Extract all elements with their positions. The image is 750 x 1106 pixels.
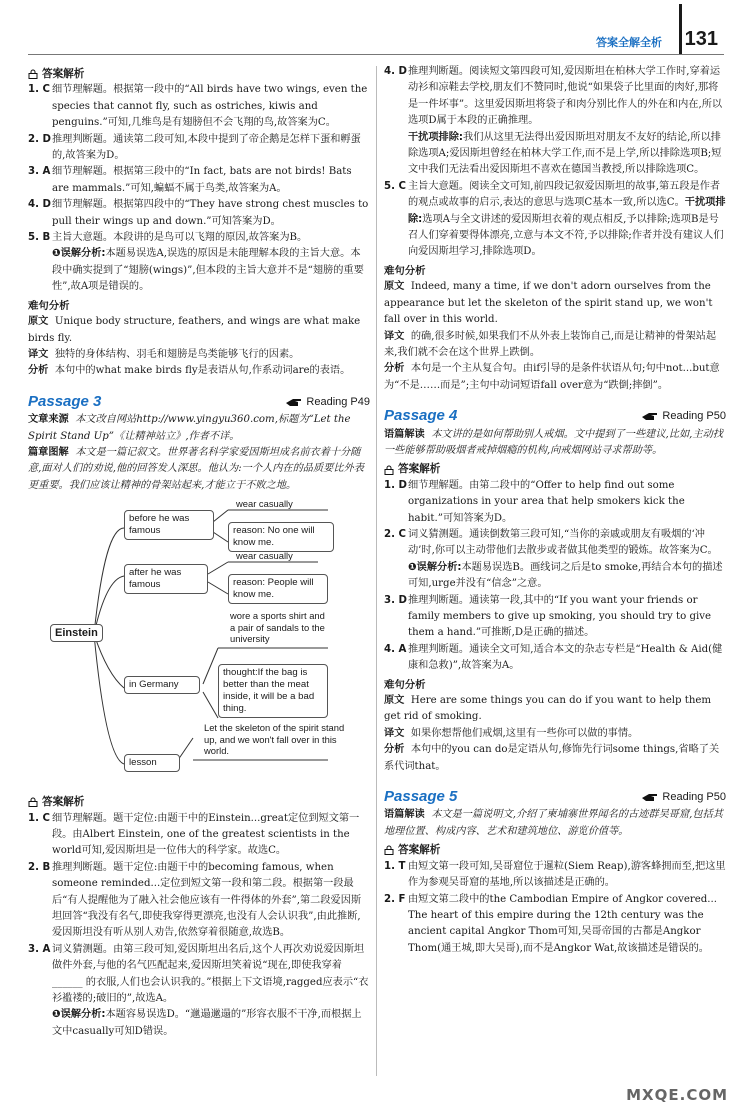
reading-text: 本文是一篇说明文,介绍了柬埔寨世界闻名的古迹群吴哥窟,包括其地理位置、构成内容、艺术和建筑地位、游览价值等。 — [384, 809, 723, 837]
answer-list — [384, 859, 726, 957]
section-title-text: 答案解析 — [42, 796, 85, 809]
header-rule — [28, 54, 724, 55]
answer-item — [384, 642, 726, 675]
answer-list — [384, 478, 726, 560]
translation-label: 译文 — [28, 348, 49, 360]
original-label: 原文 — [384, 695, 405, 707]
answer-item — [28, 164, 370, 197]
answer-number: 5. C — [384, 180, 406, 192]
passage-title: Passage 3 — [28, 392, 102, 410]
answer-number: 4. D — [384, 66, 407, 77]
answer-list — [384, 64, 726, 130]
mind-map-note: wore a sports shirt and a pair of sandals to the university — [230, 610, 325, 645]
answer-section-title — [384, 461, 726, 477]
original-sentence — [384, 693, 726, 726]
answer-text: 细节理解题。题干定位:由题干中的Einstein...great定位到短文第一段。由Albert Einstein, one of the greatest scientists in the world可知,爱因斯坦是一位伟大的科学家。故选C。 — [52, 812, 360, 857]
passage-3-header — [28, 394, 370, 410]
error-label: ❶误解分析: — [408, 561, 462, 573]
answer-section-title — [384, 842, 726, 858]
answer-list — [28, 811, 370, 1008]
answer-item — [28, 860, 370, 942]
answer-item — [384, 859, 726, 892]
answer-text: 词义猜测题。由第三段可知,爱因斯坦出名后,这个人再次劝说爱因斯坦做件外套,与他的名气匹配起来,爱因斯坦笑着说“现在,即使我穿着 ______ 的衣服,人们也会认识我的。”根据上下文语境,ragged应表示“衣衫褴褛的;破旧的”,故选A。 — [52, 943, 369, 1005]
original-sentence — [384, 279, 726, 328]
hard-sentence-title: 难句分析 — [28, 299, 70, 312]
translation-text: 独特的身体结构、羽毛和翅膀是鸟类能够飞行的因素。 — [54, 348, 300, 360]
answer-body: 主旨大意题。阅读全文可知,前四段记叙爱因斯坦的故事,第五段是作者的观点或故事的启示,表达的意思与选项C基本一致,所以选C。 — [408, 180, 721, 209]
answer-text: 由短文第二段中的the Cambodian Empire of Angkor covered... The heart of this empire during the 12th century was the ancient capital Angkor Thom可知,吴哥帝国的古都是Angkor Thom(通王城,即大吴哥),而不是Angkor Wat,故该描述是错误的。 — [408, 893, 718, 954]
mind-map-reason-box: reason: No one will know me. — [228, 522, 334, 552]
answer-number: 1. C — [28, 84, 50, 96]
mind-map-reason-box: reason: People will know me. — [228, 574, 328, 604]
answer-text: 细节理解题。根据第一段中的“All birds have two wings, even the species that cannot fly, such as ostriches, kiwis and penguins.”可知,几维鸟是有翅膀但不会飞翔的鸟,故答案为C。 — [52, 84, 368, 129]
article-source — [28, 412, 370, 445]
original-text: Indeed, many a time, if we don't adorn ourselves from the appearance but let the skeleton of the spirit stand up, we won't fall over in this world. — [384, 281, 713, 326]
analysis — [384, 361, 726, 394]
analysis-label: 分析 — [384, 744, 405, 756]
mind-map-note: wear casually — [236, 498, 293, 510]
analysis-label: 分析 — [28, 365, 49, 377]
passage-title: Passage 5 — [384, 788, 458, 806]
translation — [384, 329, 726, 362]
answer-number: 5. B — [28, 232, 51, 244]
passage-reading — [384, 807, 726, 840]
answer-number: 3. A — [28, 166, 51, 178]
mind-map-thought-box: thought:If the bag is better than the meat inside, it will be a bad thing. — [218, 664, 328, 718]
interference-label: 干扰项排除: — [408, 131, 464, 143]
answer-item — [384, 593, 726, 642]
analysis-text: 本句是一个主从复合句。由if引导的是条件状语从句;句中not...but意为“不是……而是”;主句中动词短语fall over意为“跌倒;摔倒”。 — [384, 363, 720, 391]
answer-item — [28, 82, 370, 131]
lock-icon — [384, 465, 394, 475]
answer-number: 1. C — [28, 812, 50, 824]
page-number: 131 — [684, 28, 718, 50]
mind-map-branch-after: after he was famous — [124, 564, 208, 594]
hard-sentence-title: 难句分析 — [384, 678, 426, 691]
reading-ref — [642, 789, 726, 805]
answer-text: 细节理解题。由第二段中的“Offer to help find out some organizations in your area that help smokers kick the habit.”可知答案为D。 — [408, 479, 685, 524]
answer-number: 1. D — [384, 479, 407, 491]
interference-exclusion — [384, 130, 726, 179]
answer-item — [384, 892, 726, 958]
passage-4-header — [384, 408, 726, 424]
original-label: 原文 — [384, 281, 405, 293]
reading-ref — [642, 408, 726, 424]
lock-icon — [28, 797, 38, 807]
reading-label: 语篇解读 — [384, 809, 425, 821]
interference-label: 干扰项排除: — [408, 197, 726, 225]
mind-map-root: Einstein — [50, 624, 103, 642]
answer-text: 细节理解题。根据第四段中的“They have strong chest muscles to pull their wings up and down.”可知答案为D。 — [52, 199, 369, 227]
original-label: 原文 — [28, 316, 49, 328]
error-analysis — [384, 560, 726, 593]
lock-icon — [28, 69, 38, 79]
answer-item — [28, 811, 370, 860]
right-column — [384, 64, 726, 957]
error-text: 本题易误选A,误选的原因是未能理解本段的主旨大意。本段中确实提到了“翅膀(wings)”,但本段的主旨大意并不是“翅膀的重要性”,故A项是错误的。 — [52, 248, 364, 293]
answer-item — [384, 64, 726, 130]
answer-number: 2. F — [384, 893, 406, 905]
reading-ref-text: Reading P49 — [306, 395, 370, 408]
summary-text: 本文是一篇记叙文。世界著名科学家爱因斯坦成名前衣着十分随意,面对人们的劝说,他的回答发人深思。他认为:一个人内在的品质要比外表更重要。我们应该让精神的骨架站起来,才能立于不败之地。 — [28, 446, 364, 491]
answer-item — [28, 197, 370, 230]
mind-map-note: wear casually — [236, 550, 293, 562]
answer-text: 由短文第一段可知,吴哥窟位于暹粒(Siem Reap),游客蜂拥而至,把这里作为参观吴哥窟的基地,所以该描述是正确的。 — [408, 860, 726, 889]
pointing-hand-icon — [642, 411, 658, 421]
passage-title: Passage 4 — [384, 407, 458, 425]
reading-ref-text: Reading P50 — [662, 791, 726, 804]
answer-item — [384, 478, 726, 527]
translation — [384, 726, 726, 742]
source-label: 文章来源 — [28, 414, 69, 426]
section-title-text: 答案解析 — [398, 463, 441, 476]
answer-text: 推理判断题。阅读短文第四段可知,爱因斯坦在柏林大学工作时,穿着运动衫和凉鞋去学校,朋友们不赞同时,他说“如果袋子比里面的肉好,那将是一件坏事”。这里爱因斯坦将袋子和肉分别比作人的外在和内在,所以选项D属于本段的正确推理。 — [408, 66, 723, 127]
analysis — [28, 363, 370, 379]
translation-label: 译文 — [384, 330, 405, 342]
reading-text: 本文讲的是如何帮助别人戒烟。文中提到了一些建议,比如,主动找一些能够帮助吸烟者戒掉烟瘾的机构,向戒烟网站寻求帮助等。 — [384, 428, 723, 456]
passage-reading — [384, 427, 726, 460]
answer-number: 2. D — [28, 133, 51, 145]
error-text: 本题容易误选D。“邋遢邋遢的”形容衣服不干净,而根据上文中casually可知D错误。 — [52, 1009, 362, 1037]
answer-number: 4. D — [28, 199, 51, 211]
pointing-hand-icon — [286, 397, 302, 407]
answer-text: 词义猜测题。通读倒数第三段可知,“当你的亲戚或朋友有吸烟的‘冲动’时,你可以主动带他们去散步或者做其他类型的锻炼。故答案为C。 — [408, 528, 718, 557]
reading-ref — [286, 394, 370, 410]
answer-item — [384, 179, 726, 261]
answer-text: 推理判断题。题干定位:由题干中的becoming famous, when someone reminded...定位到短文第一段和第二段。根据第一段最后“有人提醒他为了融入社会他应该有一件得体的外套”,第二段爱因斯坦回答“我没有名气,即使我穿得更漂亮,也没有人会认识我”,由此推断,爱因斯坦没有听从别人劝告,依然穿着很随意,故选B。 — [52, 861, 362, 939]
lock-icon — [384, 845, 394, 855]
mind-map-note: Let the skeleton of the spirit stand up, and we won't fall over in this world. — [204, 722, 345, 757]
answer-number: 2. C — [384, 528, 406, 540]
mind-map-branch-germany: in Germany — [124, 676, 200, 694]
header-tag: 答案全解全析 — [596, 36, 662, 49]
translation — [28, 347, 370, 363]
column-divider — [376, 66, 377, 1076]
article-summary — [28, 445, 370, 494]
analysis — [384, 742, 726, 775]
reading-ref-text: Reading P50 — [662, 410, 726, 423]
mind-map-branch-lesson: lesson — [124, 754, 180, 772]
watermark: MXQE.COM — [626, 1086, 728, 1104]
translation-text: 的确,很多时候,如果我们不从外表上装饰自己,而是让精神的骨架站起来,我们就不会在这个世界上跌倒。 — [384, 330, 717, 358]
analysis-text: 本句中的you can do是定语从句,修饰先行词some things,省略了关系代词that。 — [384, 744, 720, 772]
answer-number: 3. D — [384, 594, 407, 606]
answer-number: 4. A — [384, 643, 407, 655]
answer-item — [28, 132, 370, 165]
answer-section-title — [28, 794, 370, 810]
answer-text: 推理判断题。通读全文可知,适合本文的杂志专栏是“Health & Aid(健康和急救)”,故答案为A。 — [408, 643, 723, 672]
mind-map — [28, 498, 370, 788]
answer-list — [28, 82, 370, 246]
hard-sentence-title: 难句分析 — [384, 264, 426, 277]
answer-text — [408, 179, 726, 261]
error-text: 本题易误选B。画线词之后是to smoke,再结合本句的描述可知,urge并没有“信念”之意。 — [408, 561, 723, 590]
answer-number: 2. B — [28, 861, 51, 873]
original-sentence — [28, 314, 370, 347]
original-text: Unique body structure, feathers, and wings are what make birds fly. — [28, 316, 361, 344]
answer-section-title — [28, 66, 370, 82]
answer-item — [384, 527, 726, 560]
translation-label: 译文 — [384, 727, 405, 739]
analysis-label: 分析 — [384, 363, 405, 375]
answer-number: 3. A — [28, 943, 51, 955]
source-text: 本文改自网站http://www.yingyu360.com,标题为“Let the Spirit Stand Up”《让精神站立》,作者不详。 — [28, 414, 351, 442]
section-title-text: 答案解析 — [398, 844, 441, 857]
mind-map-branch-before: before he was famous — [124, 510, 214, 540]
answer-text: 主旨大意题。本段讲的是鸟可以飞翔的原因,故答案为B。 — [52, 232, 308, 244]
interference-text: 我们从这里无法得出爱因斯坦对朋友不友好的结论,所以排除选项A;爱因斯坦曾经在柏林大学工作,而不是上学,所以排除选项B;短文中我们无法看出爱因斯坦不喜欢在德国当教授,所以排除选项C。 — [408, 131, 722, 176]
passage-5-header — [384, 789, 726, 805]
section-title-text: 答案解析 — [42, 68, 85, 80]
error-analysis — [28, 1007, 370, 1040]
answer-text: 推理判断题。通读第二段可知,本段中提到了帝企鹅是怎样下蛋和孵蛋的,故答案为D。 — [52, 133, 361, 162]
header-bar — [679, 4, 682, 54]
interference-text: 选项A与全文讲述的爱因斯坦衣着的观点相反,予以排除;选项B是号召人们穿着要得体漂亮,立意与本文不符,予以排除;作者并没有建议人们向爱因斯坦学习,排除选项D。 — [408, 213, 724, 258]
reading-label: 语篇解读 — [384, 428, 425, 440]
left-column — [28, 64, 370, 1040]
error-analysis — [28, 246, 370, 295]
answer-text: 细节理解题。根据第三段中的“In fact, bats are not birds! Bats are mammals.”可知,蝙蝠不属于鸟类,故答案为A。 — [52, 166, 352, 194]
answer-number: 1. T — [384, 860, 406, 872]
summary-label: 篇章图解 — [28, 446, 69, 458]
answer-text: 推理判断题。通读第一段,其中的“If you want your friends or family members to give up smoking, you should try to give them a hand.”可推断,D是正确的描述。 — [408, 594, 712, 639]
answer-item — [28, 942, 370, 1008]
original-text: Here are some things you can do if you want to help them get rid of smoking. — [384, 695, 712, 723]
translation-text: 如果你想帮他们戒烟,这里有一些你可以做的事情。 — [410, 727, 639, 739]
pointing-hand-icon — [642, 792, 658, 802]
answer-item — [28, 230, 370, 246]
analysis-text: 本句中的what make birds fly是表语从句,作系动词are的表语。 — [54, 365, 351, 377]
error-label: ❶误解分析: — [52, 248, 106, 260]
answer-list — [384, 593, 726, 675]
error-label: ❶误解分析: — [52, 1009, 106, 1021]
